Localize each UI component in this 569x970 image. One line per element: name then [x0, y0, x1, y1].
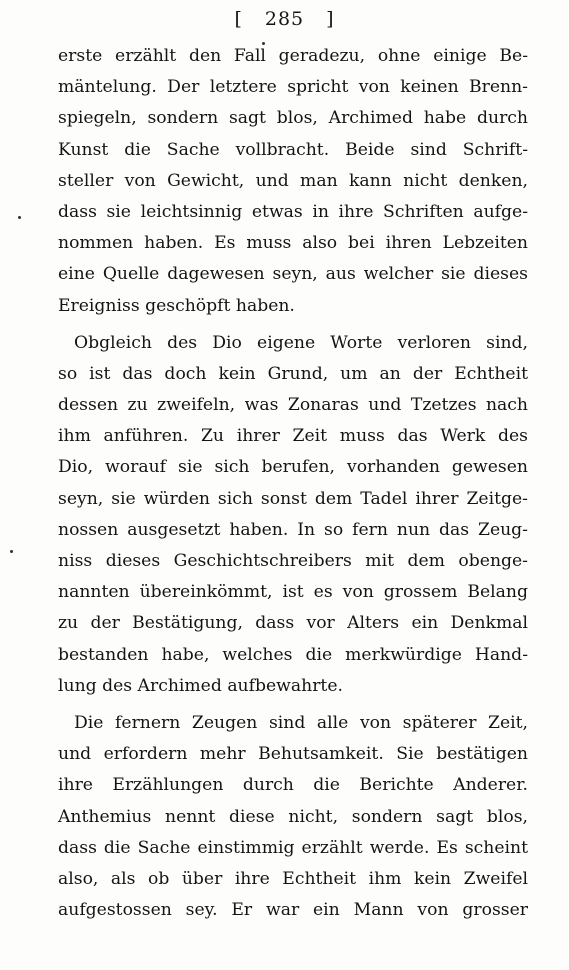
text-line: zu der Bestätigung, dass vor Alters ein Denkmal — [58, 613, 528, 634]
text-line: steller von Gewicht, und man kann nicht denken, — [58, 170, 528, 191]
text-line: bestanden habe, welches die merkwürdige Hand- — [58, 644, 528, 665]
text-line: so ist das doch kein Grund, um an der Echtheit — [58, 363, 528, 384]
page-number — [0, 8, 569, 30]
text-line: nannten übereinkömmt, ist es von grossem Belang — [58, 582, 528, 603]
page-number-value: 285 — [264, 8, 305, 30]
text-line: aufgestossen sey. Er war ein Mann von grosser — [58, 900, 528, 921]
margin-speck — [262, 42, 265, 45]
text-line: lung des Archimed aufbewahrte. — [58, 675, 343, 696]
margin-speck — [10, 550, 13, 553]
paragraph-1 — [58, 41, 528, 322]
text-line: ihm anführen. Zu ihrer Zeit muss das Werk des — [58, 426, 528, 447]
page-number-close-bracket: ] — [326, 8, 335, 30]
text-line: seyn, sie würden sich sonst dem Tadel ihrer Zeitge- — [58, 488, 528, 509]
text-line: und erfordern mehr Behutsamkeit. Sie bestätigen — [58, 744, 528, 765]
text-line: Die fernern Zeugen sind alle von späterer Zeit, — [74, 712, 528, 733]
margin-speck — [18, 216, 21, 219]
text-line: dass sie leichtsinnig etwas in ihre Schriften aufge- — [58, 201, 528, 222]
text-line: ihre Erzählungen durch die Berichte Anderer. — [58, 775, 528, 796]
text-line: mäntelung. Der letztere spricht von keinen Brenn- — [58, 77, 528, 98]
text-line: Anthemius nennt diese nicht, sondern sagt blos, — [58, 806, 528, 827]
paragraph-3 — [58, 708, 528, 926]
text-line: Obgleich des Dio eigene Worte verloren sind, — [74, 332, 528, 353]
page-number-open-bracket: [ — [234, 8, 243, 30]
body-text — [58, 41, 528, 926]
text-line: also, als ob über ihre Echtheit ihm kein Zweifel — [58, 868, 528, 889]
paragraph-2 — [58, 328, 528, 702]
text-line: dessen zu zweifeln, was Zonaras und Tzetzes nach — [58, 395, 528, 416]
text-line: eine Quelle dagewesen seyn, aus welcher sie dieses — [58, 264, 528, 285]
text-line: Kunst die Sache vollbracht. Beide sind Schrift- — [58, 139, 528, 160]
text-line: Dio, worauf sie sich berufen, vorhanden gewesen — [58, 457, 528, 478]
text-line: spiegeln, sondern sagt blos, Archimed habe durch — [58, 108, 528, 129]
text-line: erste erzählt den Fall geradezu, ohne einige Be- — [58, 46, 528, 66]
text-line: dass die Sache einstimmig erzählt werde. Es scheint — [58, 837, 528, 858]
text-line: Ereigniss geschöpft haben. — [58, 295, 295, 316]
text-line: niss dieses Geschichtschreibers mit dem obenge- — [58, 551, 528, 571]
text-line: nommen haben. Es muss also bei ihren Lebzeiten — [58, 233, 528, 254]
text-line: nossen ausgesetzt haben. In so fern nun das Zeug- — [58, 519, 528, 540]
